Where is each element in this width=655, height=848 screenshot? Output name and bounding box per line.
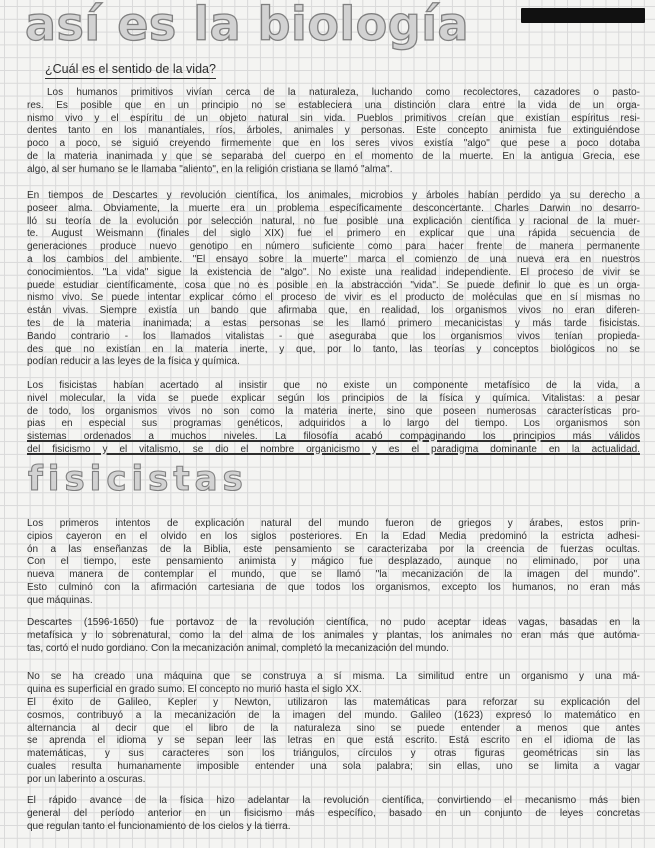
text-line: Con el tiempo, este pensamiento animista y mágico fue desplazado, aunque no eliminado, por una [27, 556, 640, 568]
question-heading: ¿Cuál es el sentido de la vida? [45, 62, 216, 79]
text-line: generaciones produce nuevo genotipo en número suficiente como para hacer frente de manera permanente [27, 241, 640, 253]
text-line: Bando contrario - los llamados vitalistas - que aseguraba que los organismos vivos tenían propieda- [27, 330, 640, 342]
text-line: tes de la materia inanimada; a estas personas se les llamó primero mecanicistas y más tarde fisicistas. [27, 317, 640, 329]
text-line: nueva manera de contemplar el mundo, que se llamó "la mecanización de la imagen del mundo". [27, 569, 640, 581]
text-line: se aprenda el idioma y se sepan leer las letras en que está escrito. Está escrito en el idioma de las [27, 735, 640, 747]
text-line: cuales resulta humanamente imposible entender una sola palabra; sin ellas, uno se limita a vagar [27, 760, 640, 772]
text-line: dentes tanto en los manantiales, ríos, árboles, animales y personas. Este concepto animista fue extinguiéndose [27, 125, 640, 137]
text-line: podían reducir a las leyes de la física y química. [27, 356, 240, 368]
text-line: lló su teoría de la evolución por selección natural, no fue posible una explicación científica y racional de la muer- [27, 215, 640, 227]
text-line: ón a las enseñanzas de la Biblia, este pensamiento se caracterizaba por la creencia de fuerzas ocultas. [27, 543, 640, 555]
text-line: quina es superficial en grado sumo. El concepto no murió hasta el siglo XX. [27, 683, 362, 695]
text-line: poseer alma. Obviamente, la muerte era un problema específicamente desconcertante. Charles Darwin no desarro- [27, 202, 640, 214]
text-line: nivel molecular, la vida se puede explicar según los principios de la física y química. Vitalistas: a pesar [27, 392, 640, 404]
text-line: están vivas. Siempre existía un bando que afirmaba que, en realidad, los organismos vivos no eran diferen- [27, 305, 640, 317]
text-line: nismo vivo y el espíritu de un objeto natural sin vida. Pueblos primitivos creían que existían espíritus resi- [27, 112, 640, 124]
text-line: Esto culminó con la afirmación cartesiana de que todos los organismos, excepto los humanos, no eran más [27, 581, 640, 593]
text-line: de la materia inanimada y que se separaba del cuerpo en el momento de la muerte. En la antigua Grecia, ese [27, 150, 640, 162]
text-line: alternancia al decir que el libro de la naturaleza sino se puede entender a menos que antes [27, 722, 640, 734]
text-line: Descartes (1596-1650) fue portavoz de la revolución científica, no pudo aceptar ideas vagas, basadas en la [27, 617, 640, 628]
text-line: metafísica y lo sobrenatural, como la del alma de los animales y plantas, los animales no eran más que autóma- [27, 629, 640, 641]
text-line: No se ha creado una máquina que se construya a sí misma. La similitud entre un organismo y una má- [27, 671, 640, 682]
text-line: nismo vivo. Se puede intentar explicar cómo el proceso de vivir es el producto de moléculas que en sí mismas no [27, 292, 640, 304]
text-line: El éxito de Galileo, Kepler y Newton, utilizaron las matemáticas para reforzar su explicación del [27, 697, 640, 708]
text-line: pias en especial sus programas genéticos, adquiridos a lo largo del tiempo. Los organismos son [27, 418, 640, 430]
text-line: te. August Weismann (finales del siglo XIX) fue el primero en explicar que una rápida secuencia de [27, 228, 640, 240]
text-line: matemáticas, y sus caracteres son los triángulos, círculos y otras figuras geométricas sin las [27, 748, 640, 760]
paragraph [27, 697, 640, 787]
text-line: cipios cayeron en el olvido en los siglos posteriores. En la Edad Media predominó la estricta adhesi- [27, 530, 640, 542]
text-line: de todo, los organismos vivos no son como la materia inerte, sino que poseen numerosas características pro- [27, 405, 640, 417]
text-line: En tiempos de Descartes y revolución científica, los animales, microbios y árboles habían perdido ya su derecho a [27, 190, 640, 201]
paragraph [27, 380, 640, 457]
page-title: así es la biología [25, 0, 470, 51]
text-line: por un laberinto a oscuras. [27, 773, 146, 785]
text-line: cosmos, contribuyó a la mecanización de la imagen del mundo. Galileo (1623) expresó lo matemático en [27, 709, 640, 721]
text-line: puede estudiar científicamente, cosa que no es posible en la abstracción "vida". Se puede definir lo que es un orga- [27, 279, 640, 291]
text-line: que máquinas. [27, 594, 93, 606]
text-line: res. Es posible que en un principio no se estableciera una distinción clara entre la vida de un orga- [27, 99, 640, 111]
paragraph [27, 617, 640, 655]
text-line: conocimientos. "La vida" sigue la existencia de "algo". No existe una realidad independiente. El proceso de vivir se [27, 266, 640, 278]
text-line: Los primeros intentos de explicación natural del mundo fueron de griegos y árabes, estos prin- [27, 518, 640, 529]
paragraph [27, 671, 640, 697]
paragraph [27, 190, 640, 369]
text-line: del fisicismo y el vitalismo, se dio el nombre organicismo y es el paradigma dominante en la actualidad. [27, 443, 640, 455]
section-heading: fisicistas [28, 459, 248, 499]
text-line: a los cambios del ambiente. "El ensayo sobre la muerte" marca el comienzo de una nueva era en nuestros [27, 253, 640, 265]
text-line: que regulan tanto el funcionamiento de los cielos y la tierra. [27, 820, 291, 832]
redaction-bar [521, 8, 645, 23]
text-line: des que no existían en la materia inerte, y que, por lo tanto, las teorías y conceptos biológicos no se [27, 343, 640, 355]
paragraph [27, 87, 640, 177]
text-line: Los fisicistas habían acertado al insistir que no existe un componente metafísico de la vida, a [27, 380, 640, 391]
text-line: tas, cortó el nudo gordiano. Con la mecanización animal, completó la mecanización del mundo. [27, 642, 449, 654]
text-line: algo, al ser humano se le llamaba "aliento", en la religión cristiana se llamó "alma". [27, 163, 393, 175]
paragraph [27, 518, 640, 608]
text-line: sistemas ordenados a muchos niveles. La filosofía acabó compaginando los principios más válidos [27, 431, 640, 443]
text-line: poco a poco, se siguió creyendo firmemente que en los seres vivos existía "algo" que pese a poco dotaba [27, 138, 640, 150]
text-line: Los humanos primitivos vivían cerca de la naturaleza, luchando como recolectores, cazadores o pasto- [47, 87, 640, 98]
text-line: El rápido avance de la física hizo adelantar la revolución científica, convirtiendo el mecanismo más bien [27, 795, 640, 806]
paragraph [27, 795, 640, 833]
text-line: general del período anterior en un fisicismo más específico, basado en un conjunto de leyes concretas [27, 807, 640, 819]
